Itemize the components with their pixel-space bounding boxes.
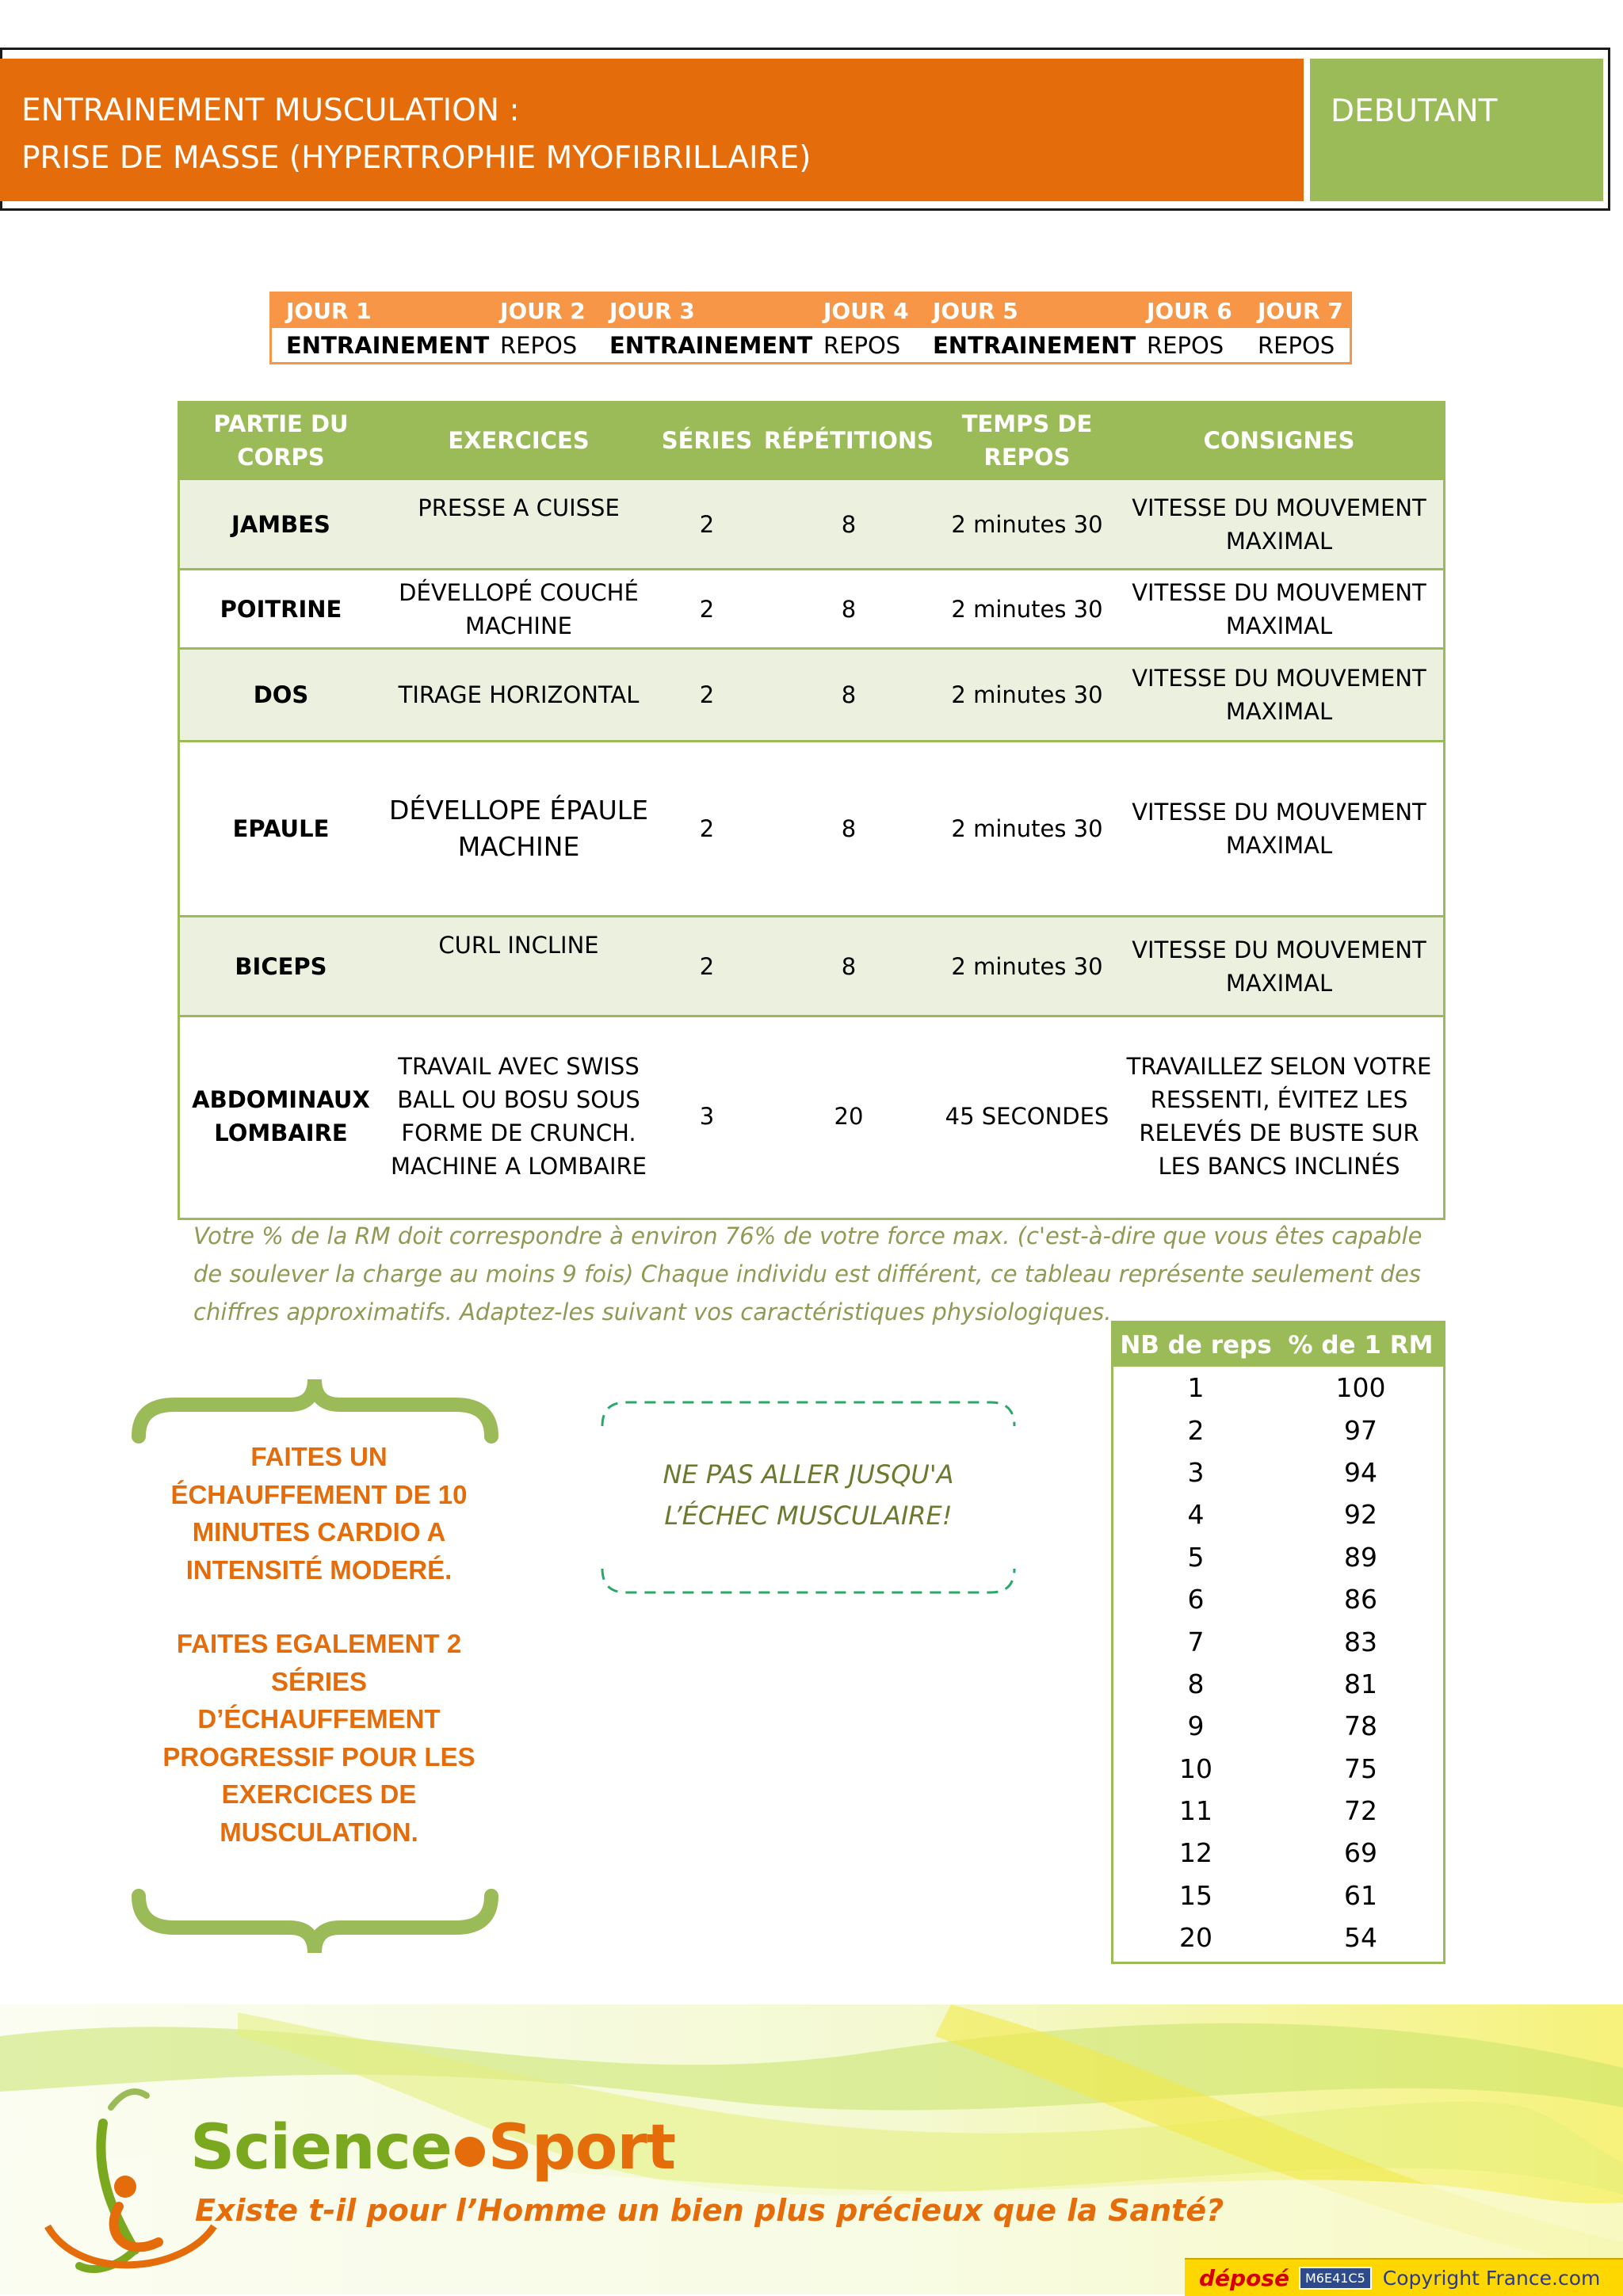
column-header: EXERCICES bbox=[448, 427, 590, 454]
day-activity: REPOS bbox=[1147, 331, 1224, 359]
table-row bbox=[1113, 1367, 1443, 1409]
table-row bbox=[1113, 1790, 1443, 1832]
reps-count: 6 bbox=[1187, 1584, 1205, 1615]
table-row bbox=[180, 917, 1443, 1017]
table-row bbox=[180, 742, 1443, 917]
body-part: POITRINE bbox=[220, 595, 342, 623]
copyright-badge[interactable] bbox=[1185, 2258, 1623, 2296]
reps: 8 bbox=[841, 595, 857, 623]
column-header: RÉPÉTITIONS bbox=[763, 427, 934, 454]
rm-percent: 72 bbox=[1344, 1795, 1377, 1827]
column-header: PARTIE DU CORPS bbox=[213, 410, 349, 471]
brand-science: Science bbox=[190, 2112, 452, 2183]
table-row bbox=[1113, 1663, 1443, 1705]
reps: 8 bbox=[841, 510, 857, 538]
table-row bbox=[180, 570, 1443, 650]
reps: 8 bbox=[841, 952, 857, 980]
table-row bbox=[180, 1017, 1443, 1215]
level-badge: DEBUTANT bbox=[1310, 59, 1603, 201]
day-activity: REPOS bbox=[1258, 331, 1335, 359]
rm-percent: 86 bbox=[1344, 1584, 1377, 1615]
brand-dot-icon bbox=[455, 2137, 485, 2167]
program-header-row bbox=[180, 403, 1443, 480]
table-row bbox=[1113, 1875, 1443, 1917]
week-days-row bbox=[272, 294, 1350, 328]
table-row bbox=[180, 650, 1443, 742]
reps-count: 8 bbox=[1187, 1668, 1205, 1699]
column-header: TEMPS DE REPOS bbox=[961, 410, 1093, 471]
reps-count: 10 bbox=[1179, 1753, 1212, 1784]
table-row bbox=[1113, 1578, 1443, 1620]
instructions: VITESSE DU MOUVEMENT MAXIMAL bbox=[1132, 578, 1426, 639]
reps-count: 1 bbox=[1187, 1372, 1205, 1404]
exercise: CURL INCLINE bbox=[438, 932, 599, 959]
column-header: % de 1 RM bbox=[1288, 1330, 1434, 1360]
reps-count: 2 bbox=[1187, 1414, 1205, 1446]
rm-percent: 100 bbox=[1335, 1372, 1386, 1404]
table-row bbox=[1113, 1536, 1443, 1578]
warning-line-1: NE PAS ALLER JUSQU'A bbox=[663, 1459, 954, 1489]
reps-count: 20 bbox=[1179, 1922, 1212, 1954]
day-header: JOUR 6 bbox=[1147, 298, 1232, 324]
body-part: JAMBES bbox=[231, 510, 330, 538]
reps-count: 4 bbox=[1187, 1499, 1205, 1531]
rm-percent: 69 bbox=[1344, 1837, 1377, 1869]
rest-time: 2 minutes 30 bbox=[951, 815, 1103, 842]
rm-percent: 78 bbox=[1344, 1711, 1377, 1742]
reps: 20 bbox=[834, 1103, 864, 1130]
rest-time: 2 minutes 30 bbox=[951, 595, 1103, 623]
copyright-label: Copyright France.com bbox=[1382, 2266, 1601, 2290]
table-row bbox=[1113, 1493, 1443, 1535]
rm-percent: 97 bbox=[1344, 1414, 1377, 1446]
day-header: JOUR 1 bbox=[286, 298, 372, 324]
rm-percent: 61 bbox=[1344, 1879, 1377, 1911]
deposit-label: déposé bbox=[1199, 2264, 1289, 2291]
rest-time: 45 SECONDES bbox=[945, 1103, 1109, 1130]
warmup-instructions bbox=[151, 1438, 487, 1887]
rm-percent: 94 bbox=[1344, 1456, 1377, 1488]
day-activity: REPOS bbox=[823, 331, 901, 359]
day-activity: ENTRAINEMENT bbox=[933, 331, 1136, 359]
instructions: VITESSE DU MOUVEMENT MAXIMAL bbox=[1132, 799, 1426, 859]
brand-sport: Sport bbox=[487, 2112, 676, 2183]
exercise: TIRAGE HORIZONTAL bbox=[398, 681, 640, 708]
sets: 2 bbox=[699, 952, 715, 980]
table-row bbox=[1113, 1832, 1443, 1874]
body-part: ABDOMINAUX LOMBAIRE bbox=[192, 1086, 370, 1146]
day-header: JOUR 5 bbox=[933, 298, 1018, 324]
table-row bbox=[1113, 1620, 1443, 1662]
exercise: PRESSE A CUISSE bbox=[418, 494, 620, 521]
sets: 2 bbox=[699, 681, 715, 708]
reps-count: 15 bbox=[1179, 1879, 1212, 1911]
reps-count: 3 bbox=[1187, 1456, 1205, 1488]
rm-percent: 81 bbox=[1344, 1668, 1377, 1699]
day-activity: ENTRAINEMENT bbox=[609, 331, 813, 359]
rm-percent: 75 bbox=[1344, 1753, 1377, 1784]
body-part: EPAULE bbox=[232, 815, 330, 842]
reps: 8 bbox=[841, 681, 857, 708]
exercise: DÉVELLOPE ÉPAULE MACHINE bbox=[388, 795, 649, 862]
deposit-code: M6E41C5 bbox=[1299, 2267, 1372, 2290]
table-row bbox=[180, 480, 1443, 570]
day-activity: REPOS bbox=[500, 331, 578, 359]
body-part: BICEPS bbox=[235, 952, 327, 980]
rm-percent: 92 bbox=[1344, 1499, 1377, 1531]
sets: 2 bbox=[699, 815, 715, 842]
day-activity: ENTRAINEMENT bbox=[286, 331, 490, 359]
exercise: TRAVAIL AVEC SWISS BALL OU BOSU SOUS FORME DE CRUNCH. MACHINE A LOMBAIRE bbox=[391, 1053, 647, 1180]
exercise: DÉVELLOPÉ COUCHÉ MACHINE bbox=[399, 578, 639, 639]
warmup-sets: FAITES EGALEMENT 2 SÉRIES D’ÉCHAUFFEMENT PROGRESSIF POUR LES EXERCICES DE MUSCULATION. bbox=[162, 1629, 475, 1847]
table-row bbox=[1113, 1451, 1443, 1493]
reps-count: 12 bbox=[1179, 1837, 1212, 1869]
rm-percent: 54 bbox=[1344, 1922, 1377, 1954]
sets: 2 bbox=[699, 595, 715, 623]
sets: 3 bbox=[699, 1103, 715, 1130]
rm-percent: 89 bbox=[1344, 1541, 1377, 1573]
reps-count: 11 bbox=[1179, 1795, 1212, 1827]
brand-logo bbox=[190, 2112, 675, 2183]
tagline: Existe t-il pour l’Homme un bien plus précieux que la Santé? bbox=[195, 2193, 1224, 2228]
instructions: TRAVAILLEZ SELON VOTRE RESSENTI, ÉVITEZ LES RELEVÉS DE BUSTE SUR LES BANCS INCLINÉS bbox=[1126, 1053, 1432, 1180]
table-row bbox=[1113, 1409, 1443, 1451]
title-line-1: ENTRAINEMENT MUSCULATION : bbox=[21, 93, 520, 128]
week-schedule-table bbox=[269, 292, 1352, 364]
reps-count: 5 bbox=[1187, 1541, 1205, 1573]
instructions: VITESSE DU MOUVEMENT MAXIMAL bbox=[1132, 936, 1426, 997]
sets: 2 bbox=[699, 510, 715, 538]
body-part: DOS bbox=[253, 681, 309, 708]
reps-count: 7 bbox=[1187, 1626, 1205, 1657]
column-header: CONSIGNES bbox=[1203, 427, 1355, 454]
day-header: JOUR 3 bbox=[609, 298, 695, 324]
column-header: NB de reps bbox=[1120, 1330, 1272, 1360]
rest-time: 2 minutes 30 bbox=[951, 952, 1103, 980]
week-activity-row bbox=[272, 328, 1350, 362]
warning-line-2: L’ÉCHEC MUSCULAIRE! bbox=[664, 1501, 953, 1531]
rm-note: Votre % de la RM doit correspondre à environ 76% de votre force max. (c'est-à-dire que vous êtes capable de soulever la charge au moins 9 fois) Chaque individu est différent, ce tableau représente seulement des chiffres approximatifs. Adaptez-les suivant vos caractéristiques physiologiques. bbox=[193, 1222, 1423, 1325]
reps-count: 9 bbox=[1187, 1711, 1205, 1742]
rm-table bbox=[1111, 1321, 1445, 1964]
rm-percent: 83 bbox=[1344, 1626, 1377, 1657]
reps: 8 bbox=[841, 815, 857, 842]
instructions: VITESSE DU MOUVEMENT MAXIMAL bbox=[1132, 665, 1426, 725]
table-row bbox=[1113, 1705, 1443, 1747]
column-header: SÉRIES bbox=[661, 427, 753, 454]
program-table bbox=[178, 401, 1445, 1220]
instructions: VITESSE DU MOUVEMENT MAXIMAL bbox=[1132, 494, 1426, 555]
day-header: JOUR 7 bbox=[1258, 298, 1343, 324]
rm-header-row bbox=[1113, 1323, 1443, 1367]
page-title bbox=[0, 59, 1304, 201]
failure-warning bbox=[618, 1454, 999, 1536]
day-header: JOUR 4 bbox=[823, 298, 909, 324]
day-header: JOUR 2 bbox=[500, 298, 586, 324]
title-line-2: PRISE DE MASSE (HYPERTROPHIE MYOFIBRILLAIRE) bbox=[21, 140, 812, 176]
table-row bbox=[1113, 1748, 1443, 1790]
warmup-cardio: FAITES UN ÉCHAUFFEMENT DE 10 MINUTES CARDIO A INTENSITÉ MODERÉ. bbox=[170, 1442, 468, 1585]
rest-time: 2 minutes 30 bbox=[951, 510, 1103, 538]
rest-time: 2 minutes 30 bbox=[951, 681, 1103, 708]
table-row bbox=[1113, 1917, 1443, 1958]
